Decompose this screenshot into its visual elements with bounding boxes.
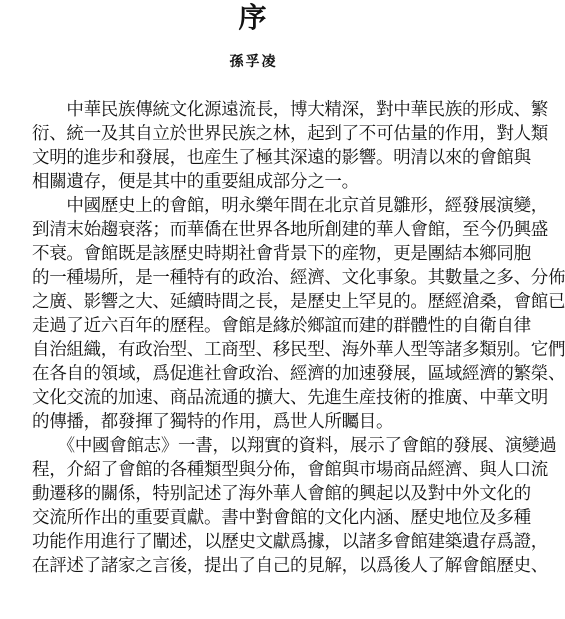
text-line: 衍、統一及其自立於世界民族之林，起到了不可估量的作用，對人類	[32, 124, 548, 144]
text-line: 自治組織，有政治型、工商型、移民型、海外華人型等諸多類别。它們	[32, 340, 565, 360]
text-line: 交流所作出的重要貢獻。書中對會館的文化内涵、歷史地位及多種	[32, 508, 531, 528]
page-title: 序	[238, 1, 269, 34]
text-line: 在各自的領域，爲促進社會政治、經濟的加速發展，區域經濟的繁榮、	[32, 364, 565, 384]
text-line: 在評述了諸家之言後，提出了自己的見解，以爲後人了解會館歷史、	[32, 556, 548, 576]
text-line: 中國歷史上的會館，明永樂年間在北京首見雛形，經發展演變，	[32, 196, 548, 216]
text-line: 中華民族傳統文化源遠流長，博大精深，對中華民族的形成、繁	[32, 100, 548, 120]
text-line: 文明的進步和發展，也産生了極其深遠的影響。明清以來的會館與	[32, 148, 531, 168]
text-line: 動遷移的關係，特别記述了海外華人會館的興起以及對中外文化的	[32, 484, 531, 504]
text-line: 文化交流的加速、商品流通的擴大、先進生産技術的推廣、中華文明	[32, 388, 548, 408]
text-line: 的傳播，都發揮了獨特的作用，爲世人所矚目。	[32, 412, 394, 432]
text-line: 不衰。會館既是該歷史時期社會背景下的産物，更是團結本鄉同胞	[32, 244, 531, 264]
author-name: 孫孚凌	[229, 54, 278, 70]
text-line: 相關遺存，便是其中的重要組成部分之一。	[32, 172, 359, 192]
text-line: 的一種場所，是一種特有的政治、經濟、文化事象。其數量之多、分佈	[32, 268, 565, 288]
preface-body	[32, 98, 565, 578]
text-line: 走過了近六百年的歷程。會館是緣於鄉誼而建的群體性的自衛自律	[32, 316, 531, 336]
text-line: 程，介紹了會館的各種類型與分佈，會館與市場商品經濟、與人口流	[32, 460, 548, 480]
text-line: 《中國會館志》一書，以翔實的資料，展示了會館的發展、演變過	[32, 436, 557, 456]
text-line: 功能作用進行了闡述，以歷史文獻爲據，以諸多會館建築遺存爲證，	[32, 532, 548, 552]
text-line: 之廣、影響之大、延續時間之長，是歷史上罕見的。歷經滄桑，會館已	[32, 292, 565, 312]
text-line: 到清末始趨衰落；而華僑在世界各地所創建的華人會館，至今仍興盛	[32, 220, 548, 240]
paragraph	[32, 98, 548, 194]
paragraph	[32, 434, 557, 578]
paragraph	[32, 194, 565, 434]
